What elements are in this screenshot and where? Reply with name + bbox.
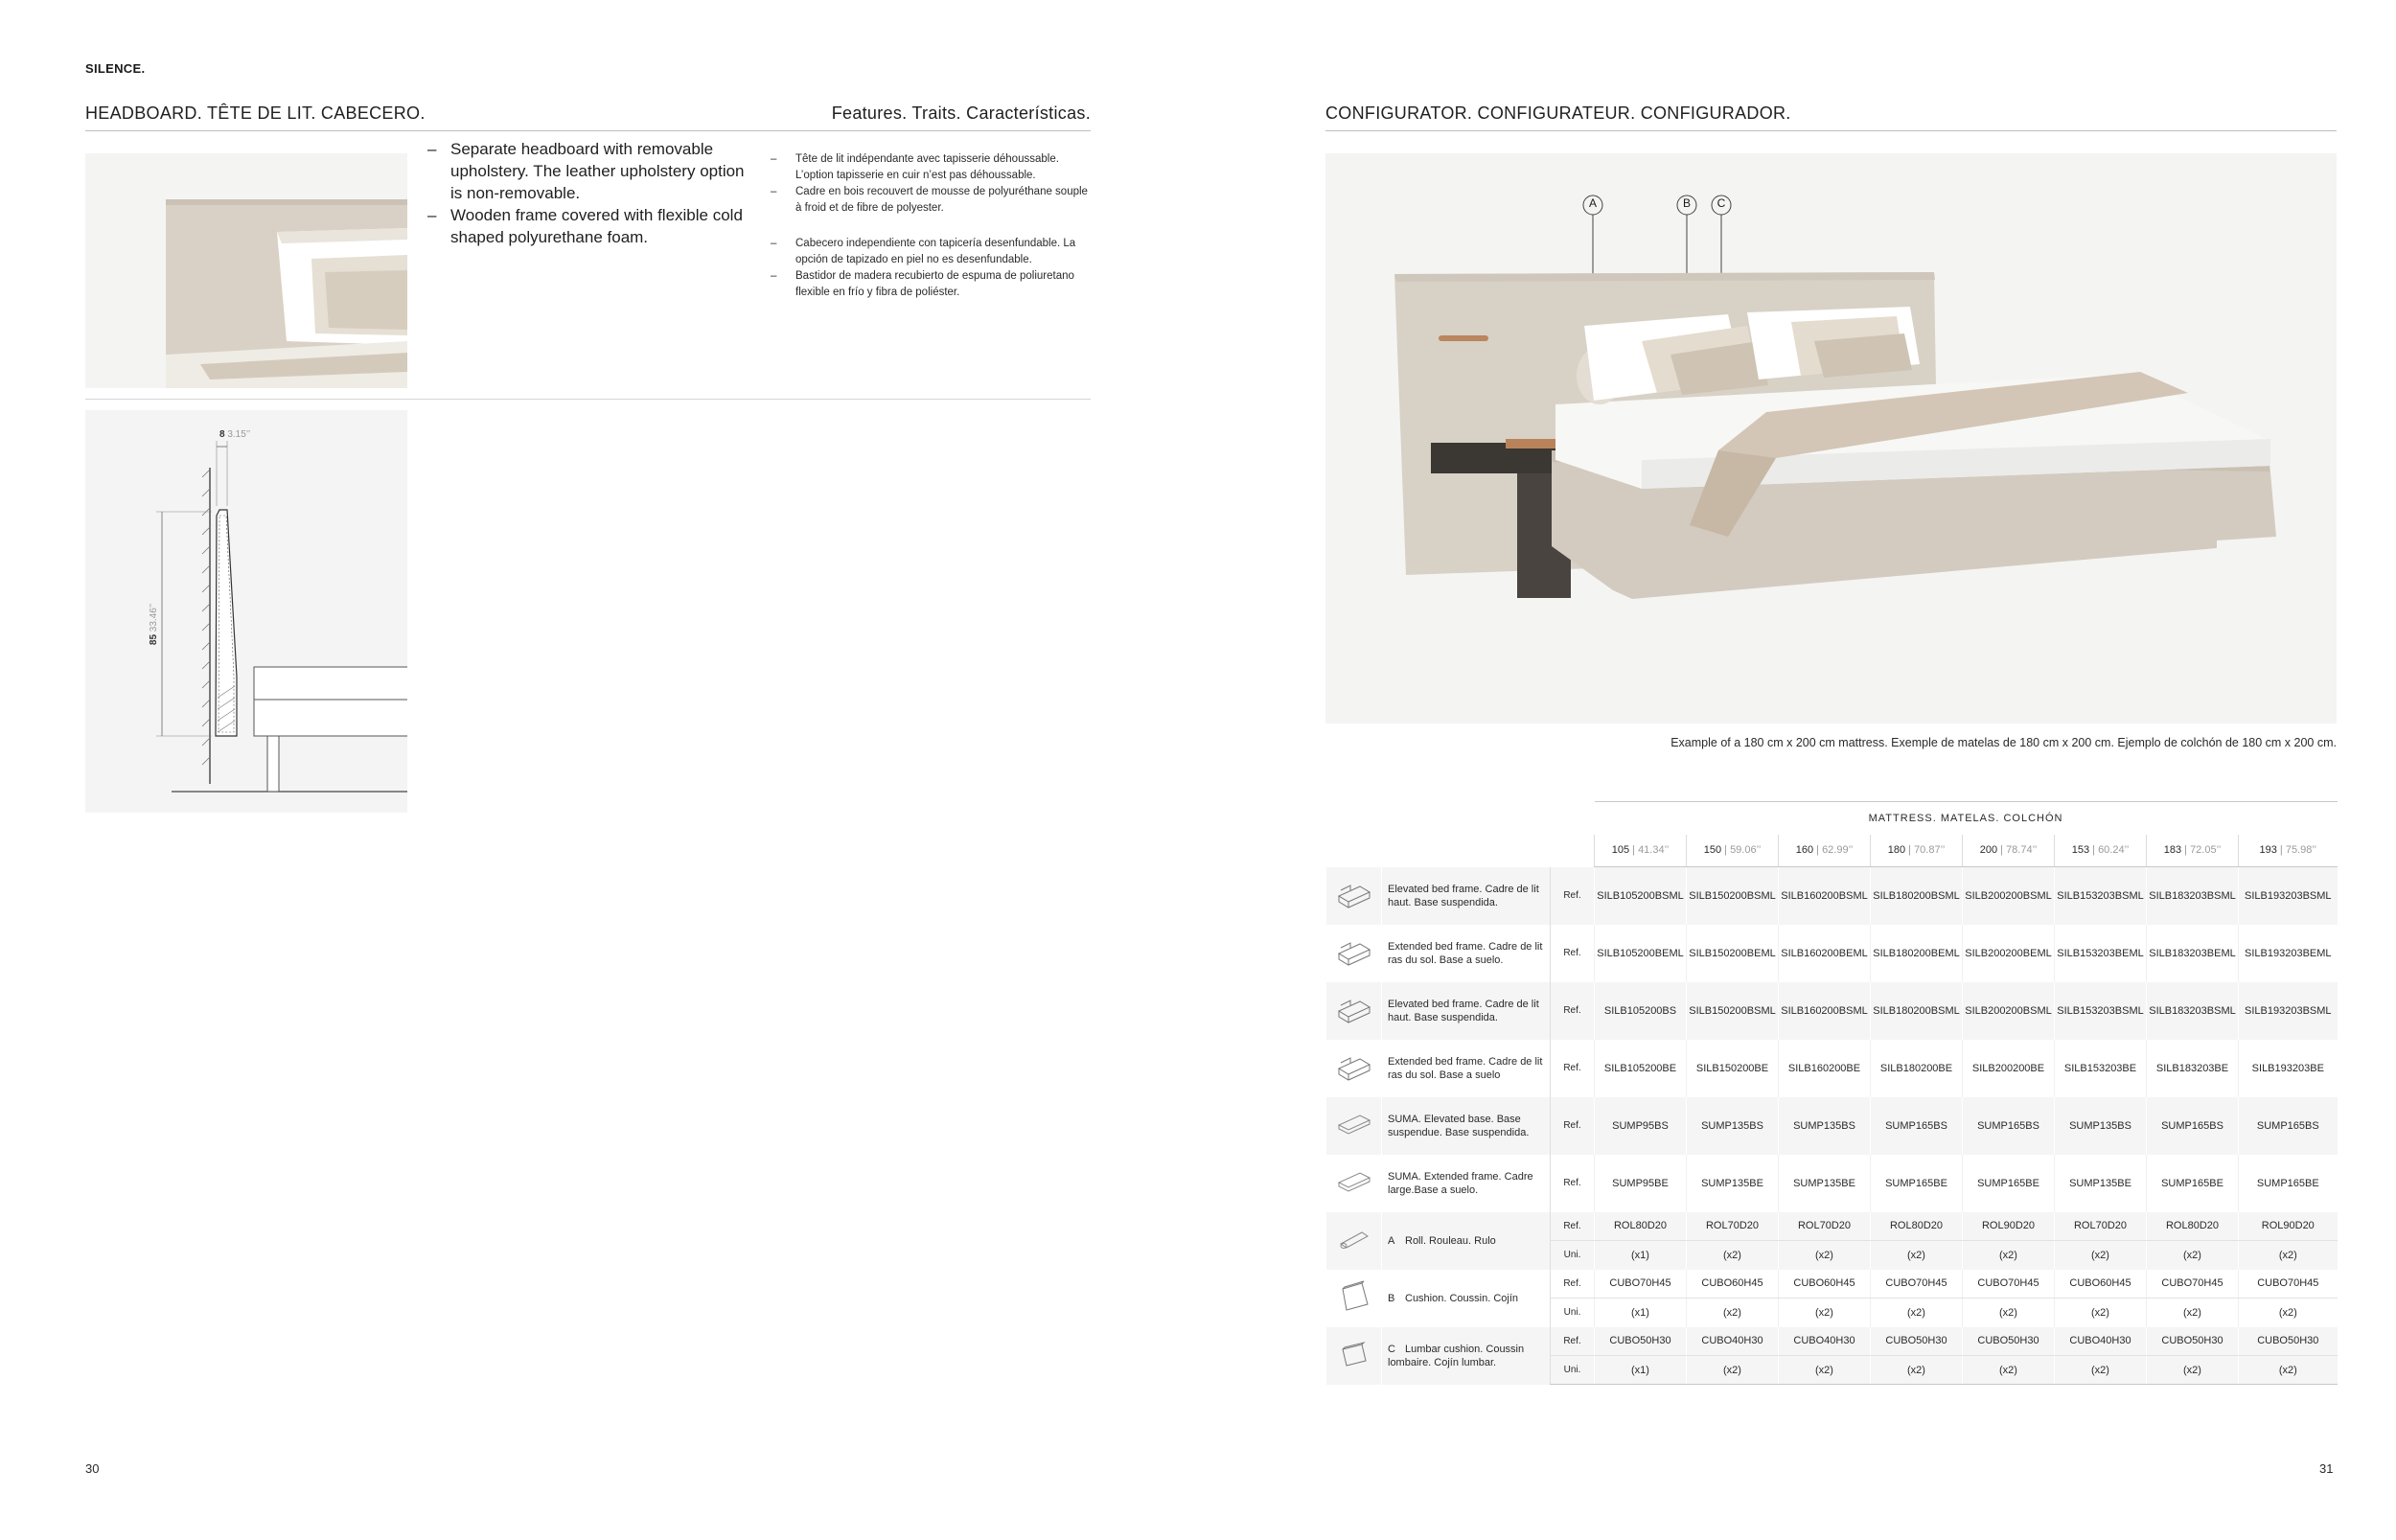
ref-code: ROL80D20 (1871, 1212, 1963, 1241)
size-cm: 180 (1887, 844, 1906, 857)
ref-code: SUMP135BS (1779, 1097, 1871, 1155)
size-cm: 150 (1703, 844, 1722, 857)
unit-count: (x2) (1963, 1241, 2055, 1270)
ref-code: SILB183203BE (2147, 1040, 2239, 1097)
size-in: 72.05’’ (2190, 844, 2222, 857)
ref-label: Ref. (1551, 982, 1595, 1040)
table-row (1326, 1155, 2338, 1212)
row-description: Extended bed frame. Cadre de lit ras du sol. Base a suelo. (1382, 925, 1551, 982)
ref-code: SUMP95BE (1595, 1155, 1687, 1212)
divider (85, 399, 1091, 400)
unit-count: (x2) (1687, 1241, 1779, 1270)
unit-count: (x2) (1779, 1356, 1871, 1385)
size-header (1687, 835, 1779, 867)
ref-code: CUBO70H45 (1871, 1270, 1963, 1299)
table-row (1326, 1327, 2338, 1356)
unit-label: Uni. (1551, 1356, 1595, 1385)
ref-code: SILB180200BE (1871, 1040, 1963, 1097)
ref-code: ROL70D20 (1687, 1212, 1779, 1241)
bed-frame-icon (1326, 982, 1382, 1040)
row-description: Elevated bed frame. Cadre de lit haut. Base suspendida. (1382, 982, 1551, 1040)
ref-code: SILB193203BSML (2239, 867, 2338, 925)
table-row (1326, 1097, 2338, 1155)
ref-code: SUMP165BE (1963, 1155, 2055, 1212)
table-row (1326, 925, 2338, 982)
unit-count: (x2) (1963, 1356, 2055, 1385)
section-rule (85, 130, 1091, 131)
unit-count: (x2) (2147, 1356, 2239, 1385)
ref-code: SILB105200BSML (1595, 867, 1687, 925)
unit-count: (x2) (1871, 1241, 1963, 1270)
features-en-list (427, 138, 753, 248)
ref-label: Ref. (1551, 1040, 1595, 1097)
feature-fr-item: – Tête de lit indépendante avec tapisserie déhoussable. L’option tapisserie en cuir n’est pas déhoussable. (771, 151, 1096, 184)
table-row (1326, 867, 2338, 925)
row-description: Extended bed frame. Cadre de lit ras du sol. Base a suelo (1382, 1040, 1551, 1097)
ref-code: CUBO60H45 (1779, 1270, 1871, 1299)
ref-code: SILB105200BEML (1595, 925, 1687, 982)
ref-code: SILB105200BS (1595, 982, 1687, 1040)
row-description: Elevated bed frame. Cadre de lit haut. Base suspendida. (1382, 867, 1551, 925)
ref-code: SILB183203BEML (2147, 925, 2239, 982)
unit-label: Uni. (1551, 1241, 1595, 1270)
size-cm: 153 (2071, 844, 2090, 857)
lumbar-cushion-icon (1326, 1327, 1382, 1385)
bed-frame-icon (1326, 925, 1382, 982)
bed-photo (1325, 153, 2337, 724)
feature-en-item: – Separate headboard with removable upholstery. The leather upholstery option is non-removable. (427, 138, 753, 204)
ref-code: SILB180200BSML (1871, 982, 1963, 1040)
table-row (1326, 1040, 2338, 1097)
size-separator: | (1721, 844, 1731, 857)
ref-code: CUBO50H30 (2239, 1327, 2338, 1356)
size-separator: | (2276, 844, 2286, 857)
callout-b: B (1682, 196, 1691, 210)
ref-label: Ref. (1551, 1155, 1595, 1212)
size-header (1963, 835, 2055, 867)
feature-fr-item: – Cadre en bois recouvert de mousse de polyuréthane souple à froid et de fibre de polyester. (771, 184, 1096, 217)
size-in: 62.99’’ (1822, 844, 1854, 857)
ref-code: SILB160200BE (1779, 1040, 1871, 1097)
callout-c: C (1716, 196, 1726, 210)
size-cm: 105 (1611, 844, 1630, 857)
accessory-desc: Roll. Rouleau. Rulo (1405, 1234, 1496, 1247)
row-description: SUMA. Extended frame. Cadre large.Base a suelo. (1382, 1155, 1551, 1212)
size-separator: | (1997, 844, 2007, 857)
ref-code: SILB160200BEML (1779, 925, 1871, 982)
headboard-section-title: HEADBOARD. TÊTE DE LIT. CABECERO. (85, 103, 426, 123)
photo-caption: Example of a 180 cm x 200 cm mattress. Exemple de matelas de 180 cm x 200 cm. Ejemplo de colchón de 180 cm x 200 cm. (1670, 736, 2337, 749)
size-cm: 200 (1979, 844, 1998, 857)
ref-code: SUMP165BE (2239, 1155, 2338, 1212)
ref-code: CUBO70H45 (2239, 1270, 2338, 1299)
ref-code: ROL90D20 (1963, 1212, 2055, 1241)
ref-label: Ref. (1551, 1270, 1595, 1299)
ref-code: SILB193203BSML (2239, 982, 2338, 1040)
headboard-photo (85, 153, 407, 388)
accessory-desc: Lumbar cushion. Coussin lombaire. Cojín lumbar. (1388, 1343, 1525, 1368)
ref-code: SILB150200BEML (1687, 925, 1779, 982)
size-separator: | (1905, 844, 1915, 857)
size-in: 78.74’’ (2006, 844, 2038, 857)
size-in: 60.24’’ (2098, 844, 2130, 857)
bed-frame-icon (1326, 867, 1382, 925)
ref-code: ROL70D20 (2055, 1212, 2147, 1241)
features-es-list (771, 236, 1096, 301)
ref-code: ROL90D20 (2239, 1212, 2338, 1241)
ref-code: ROL80D20 (1595, 1212, 1687, 1241)
ref-code: SILB105200BE (1595, 1040, 1687, 1097)
ref-code: CUBO50H30 (1595, 1327, 1687, 1356)
unit-count: (x2) (1871, 1299, 1963, 1327)
table-row (1326, 982, 2338, 1040)
feature-en-item: – Wooden frame covered with flexible cold shaped polyurethane foam. (427, 204, 753, 248)
page-number-left: 30 (85, 1461, 100, 1476)
ref-code: CUBO40H30 (1779, 1327, 1871, 1356)
unit-count: (x2) (2239, 1241, 2338, 1270)
ref-code: SILB200200BSML (1963, 867, 2055, 925)
row-description (1382, 1212, 1551, 1270)
ref-label: Ref. (1551, 925, 1595, 982)
ref-code: SUMP95BS (1595, 1097, 1687, 1155)
ref-code: SILB150200BSML (1687, 867, 1779, 925)
unit-count: (x2) (1779, 1299, 1871, 1327)
size-in: 75.98’’ (2285, 844, 2317, 857)
accessory-desc: Cushion. Coussin. Cojín (1405, 1292, 1519, 1304)
ref-code: SUMP165BS (2147, 1097, 2239, 1155)
ref-label: Ref. (1551, 1097, 1595, 1155)
ref-code: CUBO70H45 (2147, 1270, 2239, 1299)
section-rule (1325, 130, 2337, 131)
size-in: 41.34’’ (1638, 844, 1670, 857)
ref-code: SUMP135BS (1687, 1097, 1779, 1155)
ref-code: CUBO70H45 (1595, 1270, 1687, 1299)
ref-code: CUBO50H30 (1871, 1327, 1963, 1356)
ref-code: SILB160200BSML (1779, 982, 1871, 1040)
base-icon (1326, 1097, 1382, 1155)
unit-count: (x1) (1595, 1299, 1687, 1327)
size-cm: 160 (1795, 844, 1814, 857)
ref-code: SUMP135BE (1687, 1155, 1779, 1212)
ref-code: SILB180200BSML (1871, 867, 1963, 925)
ref-code: SILB193203BE (2239, 1040, 2338, 1097)
ref-code: SILB180200BEML (1871, 925, 1963, 982)
size-cm: 183 (2163, 844, 2182, 857)
table-row (1326, 1270, 2338, 1299)
ref-code: ROL70D20 (1779, 1212, 1871, 1241)
ref-code: SILB150200BSML (1687, 982, 1779, 1040)
ref-code: CUBO60H45 (2055, 1270, 2147, 1299)
unit-count: (x2) (1963, 1299, 2055, 1327)
unit-count: (x2) (2239, 1299, 2338, 1327)
ref-code: SILB153203BEML (2055, 925, 2147, 982)
mattress-header: MATTRESS. MATELAS. COLCHÓN (1595, 802, 2338, 835)
feature-es-item: – Bastidor de madera recubierto de espuma de poliuretano flexible en frío y fibra de poliéster. (771, 268, 1096, 301)
unit-count: (x1) (1595, 1241, 1687, 1270)
brand-label: SILENCE. (85, 61, 146, 76)
ref-code: SUMP165BE (2147, 1155, 2239, 1212)
ref-code: CUBO60H45 (1687, 1270, 1779, 1299)
unit-count: (x2) (1779, 1241, 1871, 1270)
unit-count: (x2) (1871, 1356, 1963, 1385)
ref-code: SUMP135BE (1779, 1155, 1871, 1212)
size-header (1871, 835, 1963, 867)
configurator-table (1325, 801, 2338, 1385)
ref-code: SUMP165BE (1871, 1155, 1963, 1212)
table-row (1326, 1212, 2338, 1241)
ref-code: SUMP135BE (2055, 1155, 2147, 1212)
ref-label: Ref. (1551, 867, 1595, 925)
unit-count: (x1) (1595, 1356, 1687, 1385)
depth-cm: 8 (219, 429, 225, 440)
row-description (1382, 1270, 1551, 1327)
size-header (1779, 835, 1871, 867)
ref-code: CUBO40H30 (1687, 1327, 1779, 1356)
ref-code: SILB200200BSML (1963, 982, 2055, 1040)
depth-in: 3.15’’ (227, 429, 251, 440)
size-separator: | (1629, 844, 1639, 857)
ref-code: SILB183203BSML (2147, 982, 2239, 1040)
size-separator: | (2181, 844, 2191, 857)
ref-code: SILB153203BSML (2055, 867, 2147, 925)
accessory-letter: B (1388, 1292, 1395, 1304)
unit-count: (x2) (2055, 1241, 2147, 1270)
ref-code: CUBO40H30 (2055, 1327, 2147, 1356)
row-description: SUMA. Elevated base. Base suspendue. Base suspendida. (1382, 1097, 1551, 1155)
size-in: 59.06’’ (1730, 844, 1762, 857)
unit-label: Uni. (1551, 1299, 1595, 1327)
ref-code: SUMP165BS (1871, 1097, 1963, 1155)
ref-label: Ref. (1551, 1212, 1595, 1241)
roll-icon (1326, 1212, 1382, 1270)
height-in: 33.46’’ (149, 603, 160, 632)
unit-count: (x2) (2239, 1356, 2338, 1385)
ref-code: SILB150200BE (1687, 1040, 1779, 1097)
height-cm: 85 (149, 633, 160, 646)
depth-dimension (219, 429, 250, 440)
ref-code: CUBO50H30 (1963, 1327, 2055, 1356)
features-fr-list (771, 151, 1096, 217)
ref-code: SUMP135BS (2055, 1097, 2147, 1155)
size-header (1595, 835, 1687, 867)
cushion-icon (1326, 1270, 1382, 1327)
base-icon (1326, 1155, 1382, 1212)
unit-count: (x2) (2147, 1241, 2239, 1270)
callout-a: A (1588, 196, 1597, 210)
ref-code: SUMP165BS (1963, 1097, 2055, 1155)
ref-code: SILB200200BEML (1963, 925, 2055, 982)
accessory-letter: A (1388, 1234, 1395, 1247)
ref-code: SILB153203BSML (2055, 982, 2147, 1040)
size-header (2055, 835, 2147, 867)
accessory-letter: C (1388, 1343, 1395, 1355)
ref-code: SILB200200BE (1963, 1040, 2055, 1097)
size-cm: 193 (2259, 844, 2277, 857)
unit-count: (x2) (1687, 1299, 1779, 1327)
headboard-section-drawing (85, 410, 407, 813)
ref-code: ROL80D20 (2147, 1212, 2239, 1241)
unit-count: (x2) (2055, 1299, 2147, 1327)
size-header (2239, 835, 2338, 867)
ref-code: SUMP165BS (2239, 1097, 2338, 1155)
size-header-row (1326, 835, 2338, 867)
ref-code: CUBO50H30 (2147, 1327, 2239, 1356)
unit-count: (x2) (2055, 1356, 2147, 1385)
features-title: Features. Traits. Características. (831, 103, 1091, 123)
row-description (1382, 1327, 1551, 1385)
ref-label: Ref. (1551, 1327, 1595, 1356)
size-header (2147, 835, 2239, 867)
ref-code: SILB183203BSML (2147, 867, 2239, 925)
size-separator: | (1813, 844, 1823, 857)
height-dimension (149, 604, 159, 645)
ref-code: CUBO70H45 (1963, 1270, 2055, 1299)
size-in: 70.87’’ (1914, 844, 1946, 857)
ref-code: SILB193203BEML (2239, 925, 2338, 982)
configurator-section-title: CONFIGURATOR. CONFIGURATEUR. CONFIGURADOR. (1325, 103, 1791, 123)
page-number-right: 31 (2319, 1461, 2334, 1476)
ref-code: SILB153203BE (2055, 1040, 2147, 1097)
unit-count: (x2) (1687, 1356, 1779, 1385)
bed-frame-icon (1326, 1040, 1382, 1097)
size-separator: | (2089, 844, 2099, 857)
unit-count: (x2) (2147, 1299, 2239, 1327)
feature-es-item: – Cabecero independiente con tapicería desenfundable. La opción de tapizado en piel no es desenfundable. (771, 236, 1096, 268)
ref-code: SILB160200BSML (1779, 867, 1871, 925)
